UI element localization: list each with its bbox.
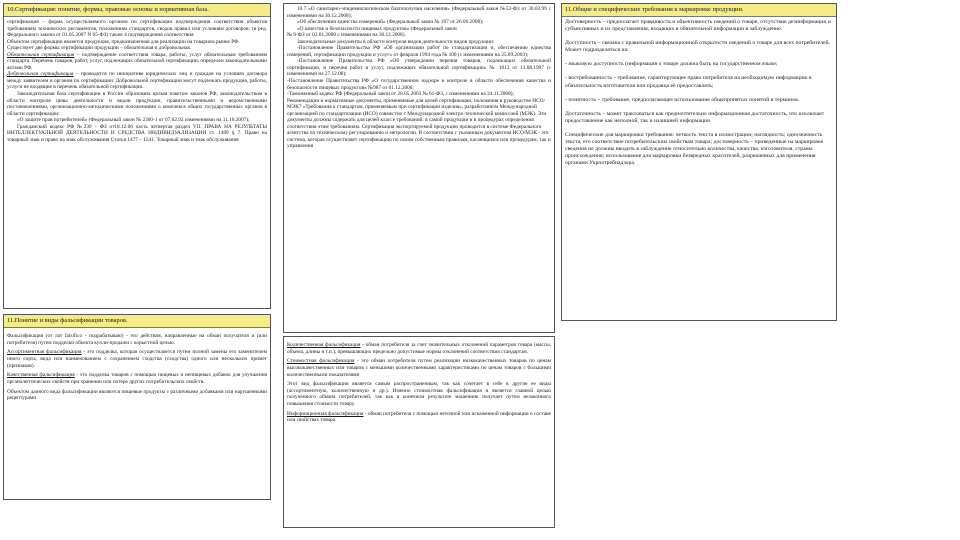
panel-certification — [3, 3, 271, 309]
panel-falsification — [3, 314, 271, 500]
law-decree-list: -Постановление Правительства РФ «Об утверждении перечня товаров, подлежащих обязательной сертификации, и перечня работ и услуг, подлежащих обязательной сертификации» № 1013 от 13.08.1997 (с изменениями на 27.12.08); — [287, 58, 551, 78]
label-language: - языковую доступность (информация о товаре должна быть на государственном языке; — [565, 61, 778, 68]
fals-cost-term: Стоимостная фальсификация — [287, 358, 355, 365]
fals-info — [287, 411, 551, 424]
cert-object: Объектом сертификации является продукция, предназначенная для реализации на товарном рынке РФ. — [7, 38, 240, 45]
fals-quantity-text: - обман потребителя за счет значительных отклонений параметров товара (массы, объема, длины и т.п.), превышающих предельно допустимые нормы отклонений соответствия стандартам. — [287, 342, 552, 355]
cert-forms: Существует две формы сертификации продукции – обязательная и добровольная. — [7, 45, 192, 52]
cert-voluntary — [7, 71, 267, 91]
law-sanitary: 10.7 «О санитарно-эпидемиологическом благополучии населения» (Федеральный закон №52-ФЗ от 30.03.99 с изменениями на 30.12.2008); — [287, 6, 551, 19]
panel-falsification-title: 11.Понятие и виды фальсификации товаров. — [4, 315, 270, 328]
cert-civil-code: Гражданский кодекс РФ №230 – ФЗ от18.12.06 часть четвертая раздел VII. ПРАВА НА РЕЗУЛЬТАТЫ ИНТЕЛЛЕКТУАЛЬНОЙ ДЕЯТЕЛЬНОСТИ И СРЕДСТВА ИНДИВИДУАЛИЗАЦИИ ст. 1489 § 7. Право на товарный знак и право на знак обслуживания Статья 1477 – 1541. Товарный знак и знак обслуживания — [7, 123, 267, 143]
label-sufficiency: Достаточность – может трактоваться как предпочтительно информационная достаточность, что исключает предоставление как неполной, так и излишней информации — [565, 110, 825, 124]
law-decree-supervision: -Постановление Правительства РФ «О государственном надзоре и контроле в области обеспечения качества и безопасности пищевых продуктов» №987 от 01.12.2000; — [287, 78, 551, 91]
cert-legal-base: Законодательная база сертификации в России образована целым пакетом законов РФ, законодательством в области контроля цены деятельности и видов продукции, правительственными и ведомственными постановлениями, организационно-методическими положениями о комплексе общих государственных органов в области сертификации: — [7, 91, 267, 117]
panel-labeling-body — [562, 17, 836, 176]
cert-mandatory-text: – подтверждение соответствия товара, работы, услуг обязательным требованиям стандарта. Перечень товаров, работ, услуг, подлежащих обязательной сертификации, определен законодательными актами РФ. — [7, 51, 267, 71]
fals-info-text: - обман потребителя с помощью неточной или искаженной информации о составе или свойствах товара. — [287, 410, 552, 424]
panel-labeling-title: 11.Общие и специфические требования к маркировке продукции. — [562, 4, 836, 17]
law-measurements: «Об обеспечении единства измерений» (Федеральный закон № 107 от 26.06.2008); — [297, 19, 484, 26]
label-clarity: - понятность – требование, предполагающее использование общепринятых понятий в терминов. — [565, 96, 800, 103]
panel-falsification-types-body — [284, 337, 554, 426]
fals-quantity — [287, 342, 551, 355]
fals-assortment-text: - это подделка, которая осуществляется путем полной замены его заменителем иного сорта, вида или наименованием с сохранением сходства (сходства) одного или нескольких примет (признаков). — [7, 349, 267, 369]
label-demand: - востребованность – требование, гарантирующее право потребителя на необходимую информацию в обязательность изготовителя или продавца её предоставлять; — [565, 75, 812, 89]
label-accessibility: Доступность – связана с правильной информационной открытости сведений о товаре для всех потребителей. Может подразделяться на: — [565, 40, 831, 54]
cert-law-consumer: «О защите прав потребителей» (Федеральный закон № 2300-1 от 07.02.92 изменениями на 11.10.2007); — [17, 117, 250, 124]
law-iso-recommendations: Рекомендации и нормативные документы, применяемые для целей сертификации, положения в руководстве ИСО/МЭК7 «Требования к стандартам, применяемым при сертификации изделия», разработанном Международной организацией по стандартизации (ИСО) совместно с Международной электро-технической комиссией (МЭК). Эти документы должны содержать для целей классе требований: в самой продукции и в процедурах определения соответствия этим требованиям. Сертификация экспортируемой продукции проводится в системе Федерального агентства по техническому регулированию и метрологии. В соответствии с указанным документом ИСО/МЭК - это система, которая осуществляет сертификацию по своим собственным правилам, касающимся или процедурам, так и управления — [287, 97, 551, 150]
fals-quality — [7, 372, 267, 385]
panel-labeling — [561, 3, 837, 321]
law-decree-standardization: -Постановление Правительства РФ «Об организации работ по стандартизации и, обеспечению единства измерений, сертификации продукции и услуг» от февраля 1994 года № 100 (с изменениями на 25.09.2003); — [287, 45, 551, 58]
fals-cost — [287, 358, 551, 378]
law-food-quality: «О качестве и безопасности пищевых продуктов» (Федеральный закон — [297, 25, 457, 32]
panel-certification-title: 10.Сертификация: понятие, формы, правовые основы и нормативная база. — [4, 4, 270, 17]
fals-object: Объектом данного вида фальсификации являются пищевые продукты с различными добавками или нарушенными рецептурами — [7, 388, 267, 402]
fals-cost-detail: Этот вид фальсификации является самым распространенным, так как сочетает в себе в другие ее виды (ассортиментную, количественную и др.). Именно стоимостная фальсификация и является главной целью полученного обмана потребителей, так как в конечном результате мошенник получает путем незаконного повышения стоимости товару. — [287, 381, 551, 407]
panel-falsification-body — [4, 328, 270, 404]
fals-quality-term: Качественная фальсификация — [7, 372, 75, 379]
cert-mandatory-term: Обязательная сертификация — [7, 51, 75, 58]
fals-quality-text: - это подделка товаров с помощью пищевых и непищевых добавок для улучшения органолептических свойств при хранении или потере других потребительских свойств. — [7, 372, 267, 385]
fals-definition: Фальсификация (от лат falsifico - подрабатываю) - это действия, направленные на обман получателя и (или потребителя) путем подделки объекта купли-продажи с корыстной целью. — [7, 333, 267, 346]
panel-certification-body — [4, 17, 270, 145]
fals-assortment — [7, 349, 267, 369]
cert-voluntary-text: – проводится по инициативе юридических лиц и граждан на условиях договора между заявителем и органом по сертификации. Добровольной сертификации могут подлежать продукция, работы, услуги не входящие в перечень обязательной сертификации. — [7, 71, 267, 91]
fals-assortment-term: Ассортиментная фальсификация — [7, 349, 82, 356]
fals-quantity-term: Количественная фальсификация — [287, 342, 361, 349]
fals-info-term: Информационная фальсификация — [287, 410, 364, 417]
panel-legislation-body — [284, 4, 554, 152]
panel-legislation — [283, 3, 555, 333]
law-activity-docs: Законодательные документы в области контроля видов деятельности видов продукции: — [297, 38, 495, 45]
label-reliability: Достоверность – предполагает правдивость и объективность сведений о товаре, отсутствие дезинформации и субъективных и их представления, входящих в обязательной информации в заблуждение. — [565, 19, 831, 33]
cert-voluntary-term: Добровольная сертификация — [7, 71, 74, 78]
fals-cost-text: - это обман потребителя путем реализации низкокачественных товаров по ценам высококачественных или товаров с меньшими количественными характеристиками по ценам товаров с большими количественными показателями — [287, 358, 551, 378]
cert-definition: сертификация – форма осуществляемого органом по сертификации подтверждения соответствия объектов требованиям технических регламентов, положениям стандартов, сводов правил или условиям договоров; (в ред. Федерального закона от 01.05.2007 N 65-ФЗ) также 4 подтверждения соответствия — [7, 19, 267, 39]
cert-mandatory — [7, 52, 267, 72]
law-food-quality-number: № 9-ФЗ от 02.01.2000 с изменениями на 30.12.2008). — [287, 32, 406, 39]
law-customs-code: -Таможенный кодекс РФ (Федеральный закон от 28.05.2003 № 61-ФЗ, с изменениями на 24.11.2008); — [287, 91, 514, 98]
label-specific: Специфические для маркировки требования: четкость текста в иллюстрации; наглядность; однозначность текста, его соответствие потребительским свойствам товара; достоверность – приведенные на маркировке сведения не должны вводить в заблуждение относительно количества, качества, изготовителя, страны происхождения; использование для маркировки безвредных красителей, разрешенных для применения органами Укрпотребнадзора. — [565, 131, 824, 167]
panel-falsification-types — [283, 336, 555, 528]
